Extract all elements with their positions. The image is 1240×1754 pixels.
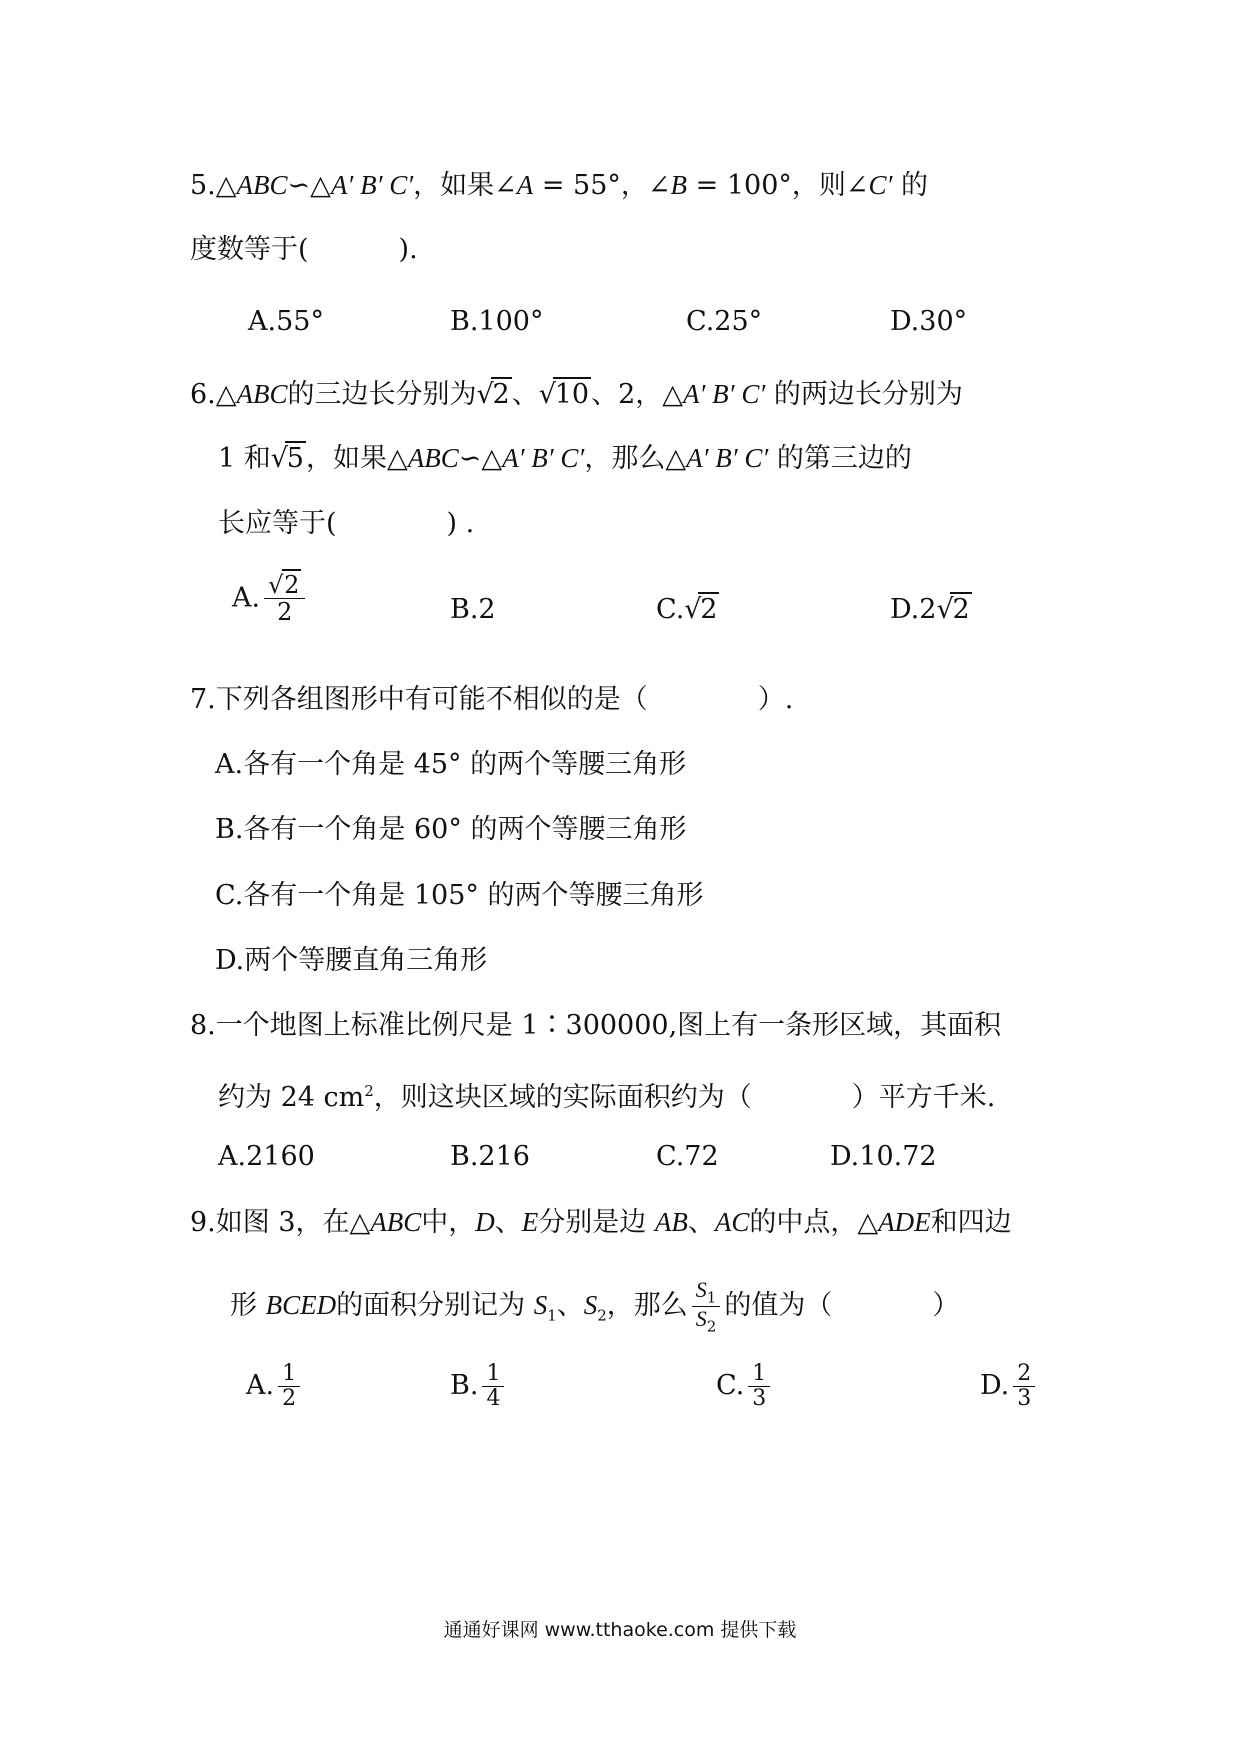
s1-over-s2-fraction: $\frac{S_1}{S_2}$ (692, 1278, 721, 1335)
q5-text: 度数等于( (190, 234, 309, 265)
q5-text: ，∠ (620, 170, 671, 201)
q6-text: 、2，△ (591, 379, 684, 410)
q5-text: ，则∠ (791, 170, 869, 201)
sqrt-2: √ 2 (476, 379, 510, 410)
q6-line3 (218, 504, 474, 544)
q5-number: 5. (190, 170, 216, 201)
q6-text: 的三边长分别为 (287, 379, 477, 410)
q6-text: △ (215, 379, 237, 410)
q9-option-a: A. $\frac{1}{2}$ (246, 1362, 304, 1411)
q8-text: 约为 24 cm (218, 1082, 365, 1113)
q6-option-d: D.2 √ 2 (890, 594, 970, 625)
q7-option-d: D.两个等腰直角三角形 (215, 945, 488, 976)
q7-option-c: C.各有一个角是 105° 的两个等腰三角形 (215, 880, 704, 911)
q8-superscript: 2 (364, 1082, 374, 1100)
q6-text: 1 和 (218, 443, 271, 474)
q6-line2 (218, 438, 912, 479)
q6-text: 的两边长分别为 (765, 379, 963, 410)
q5-text: 的 (892, 170, 929, 201)
q6-option-a: A. √ 2 2 (232, 572, 309, 626)
q6-text: 的第三边的 (768, 443, 912, 474)
q6-var: A′ B′ C′ (502, 443, 585, 473)
sqrt-5: √ 5 (270, 443, 304, 474)
q8-option-b: B.216 (450, 1141, 530, 1172)
page-footer: 通通好课网 www.tthaoke.com 提供下载 (443, 1619, 797, 1641)
q6-var: A′ B′ C′ (686, 443, 769, 473)
q8-option-d: D.10.72 (830, 1141, 937, 1172)
q5-line2 (190, 230, 418, 270)
q5-var: A (516, 170, 534, 200)
q5-text: ). (398, 234, 418, 265)
q6-var: ABC (407, 443, 459, 473)
q5-var: B (670, 170, 688, 200)
q8-text: ，则这块区域的实际面积约为（ (373, 1082, 752, 1113)
q5-text: △ (215, 170, 237, 201)
q6-text: 、 (511, 379, 539, 410)
q5-var: ABC (236, 170, 288, 200)
q6-text: ) . (446, 508, 475, 539)
q8-line2 (218, 1071, 995, 1118)
q8-text: ）平方千米. (851, 1082, 996, 1113)
q8-line1: 8.一个地图上标准比例尺是 1∶300000,图上有一条形区域，其面积 (190, 1010, 1002, 1041)
q7-option-b: B.各有一个角是 60° 的两个等腰三角形 (215, 814, 687, 845)
q9-option-c: C. $\frac{1}{3}$ (716, 1362, 774, 1411)
q5-option-c: C.25° (686, 306, 763, 337)
q6-var: A′ B′ C′ (683, 379, 766, 409)
q5-line1 (190, 165, 928, 206)
q5-option-b: B.100° (450, 306, 544, 337)
q6-line1 (190, 374, 963, 415)
q8-option-c: C.72 (656, 1141, 719, 1172)
q9-line2: 形 BCED的面积分别记为 $S_1$、$S_2$，那么 $\frac{S_1}{S_2}$ 的值为（ ） (230, 1277, 960, 1336)
q7-stem (190, 680, 793, 720)
q6-option-b: B.2 (450, 594, 496, 625)
q7-text: 7.下列各组图形中有可能不相似的是（ (190, 684, 648, 715)
q5-text: ，如果∠ (413, 170, 517, 201)
q9-line1: 9.如图 3，在△ABC中，D、E分别是边 AB、AC的中点，△ADE和四边 (190, 1207, 1012, 1238)
q5-var: A′ B′ C′ (330, 170, 414, 200)
q6-number: 6. (190, 379, 216, 410)
q6-text: 长应等于( (218, 508, 337, 539)
q5-text: ∽△ (287, 170, 331, 201)
q6-text: ∽△ (458, 443, 503, 474)
q9-option-d: D. $\frac{2}{3}$ (980, 1362, 1039, 1411)
q5-var: C′ (868, 170, 893, 200)
q6-text: ，那么△ (584, 443, 687, 474)
q9-option-b: B. $\frac{1}{4}$ (450, 1362, 508, 1411)
q5-text: = 100° (687, 170, 792, 201)
q8-option-a: A.2160 (218, 1141, 315, 1172)
q6-text: ，如果△ (305, 443, 408, 474)
q7-option-a: A.各有一个角是 45° 的两个等腰三角形 (215, 749, 687, 780)
q5-text: = 55° (533, 170, 621, 201)
sqrt-10: √ 10 (538, 379, 590, 410)
q7-text: ）. (757, 684, 794, 715)
q5-option-a: A.55° (248, 306, 324, 337)
q6-option-c: C. √ 2 (656, 594, 718, 625)
q5-option-d: D.30° (890, 306, 968, 337)
q6-var: ABC (236, 379, 288, 409)
